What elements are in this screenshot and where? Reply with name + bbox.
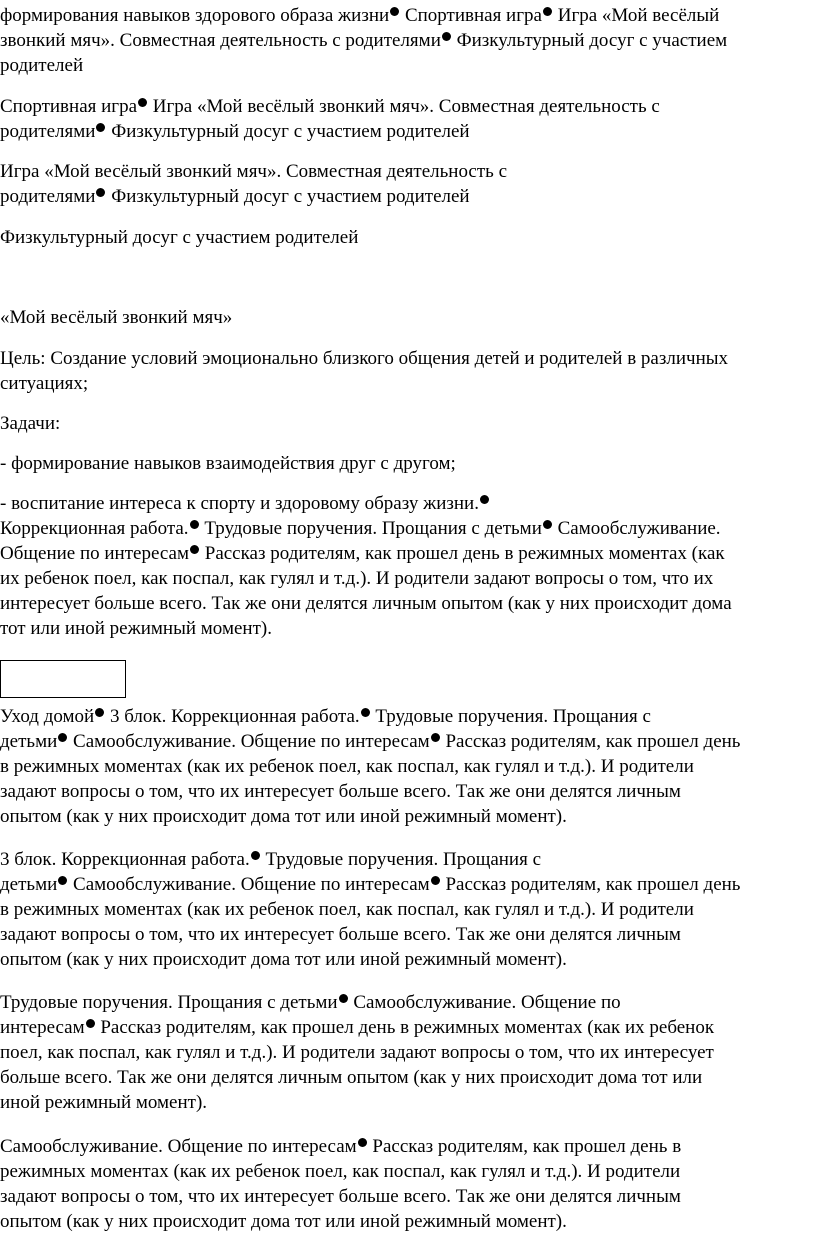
text-line: [0, 1015, 714, 1040]
paragraph-4: [0, 225, 358, 250]
bullet-icon: [442, 32, 451, 41]
text-run: Коррекционная работа.: [0, 518, 189, 539]
text-run: режимных моментах (как их ребенок поел, как поспал, как гулял и т.д.). И родители: [0, 1161, 681, 1182]
paragraph-heading-game: [0, 305, 232, 330]
text-line: [0, 804, 740, 829]
text-run: Спортивная игра: [0, 96, 138, 117]
text-line: [0, 872, 740, 897]
text-line: [0, 591, 732, 616]
text-run: тот или иной режимный момент).: [0, 618, 272, 639]
text-line: [0, 754, 740, 779]
paragraph-self-service: [0, 1134, 681, 1234]
text-run: Физкультурный досуг с участием родителей: [0, 227, 359, 248]
paragraph-1: [0, 3, 727, 78]
text-run: 3 блок. Коррекционная работа.: [0, 849, 250, 870]
paragraph-task-1: [0, 451, 456, 476]
paragraph-labor-duties: [0, 990, 714, 1115]
bullet-icon: [480, 495, 489, 504]
bullet-icon: [361, 708, 370, 717]
paragraph-2: [0, 94, 660, 144]
text-run: родителями: [0, 121, 96, 142]
text-line: [0, 28, 727, 53]
text-run: Общение по интересам: [0, 543, 189, 564]
text-line: [0, 159, 507, 184]
text-run: поел, как поспал, как гулял и т.д.). И родители задают вопросы о том, что их интересует: [0, 1042, 714, 1063]
text-run: Трудовые поручения. Прощания с: [260, 849, 542, 870]
text-run: их ребенок поел, как поспал, как гулял и т.д.). И родители задают вопросы о том, что их: [0, 568, 714, 589]
text-run: «Мой весёлый звонкий мяч»: [0, 307, 233, 328]
text-line: [0, 566, 732, 591]
bullet-icon: [543, 520, 552, 529]
text-run: Игра «Мой весёлый звонкий мяч». Совместная деятельность с: [148, 96, 660, 117]
text-line: [0, 541, 732, 566]
text-run: интересует больше всего. Так же они делятся личным опытом (как у них происходит дома: [0, 593, 732, 614]
bullet-icon: [190, 545, 199, 554]
text-line: [0, 411, 60, 436]
text-run: Трудовые поручения. Прощания с детьми: [0, 992, 338, 1013]
text-run: Рассказ родителям, как прошел день: [440, 731, 741, 752]
bullet-icon: [431, 876, 440, 885]
text-run: в режимных моментах (как их ребенок поел, как поспал, как гулял и т.д.). И родители: [0, 756, 694, 777]
text-run: Самообслуживание.: [552, 518, 721, 539]
bullet-icon: [431, 733, 440, 742]
bullet-icon: [86, 1019, 95, 1028]
text-run: формирования навыков здорового образа жизни: [0, 5, 390, 26]
text-run: Физкультурный досуг с участием: [451, 30, 728, 51]
text-line: [0, 616, 732, 641]
text-run: Физкультурный досуг с участием родителей: [106, 121, 470, 142]
text-run: Трудовые поручения. Прощания с детьми: [199, 518, 542, 539]
text-run: Трудовые поручения. Прощания с: [370, 706, 651, 727]
text-run: Рассказ родителям, как прошел день в: [367, 1136, 682, 1157]
text-run: детьми: [0, 874, 58, 895]
bullet-icon: [339, 994, 348, 1003]
text-line: [0, 704, 740, 729]
text-line: [0, 53, 727, 78]
text-line: [0, 1090, 714, 1115]
empty-frame: [0, 660, 126, 698]
text-run: больше всего. Так же они делятся личным опытом (как у них происходит дома тот или: [0, 1067, 703, 1088]
text-line: [0, 305, 232, 330]
text-run: в режимных моментах (как их ребенок поел, как поспал, как гулял и т.д.). И родители: [0, 899, 694, 920]
bullet-icon: [251, 851, 260, 860]
text-run: Задачи:: [0, 413, 61, 434]
bullet-icon: [390, 7, 399, 16]
text-run: - воспитание интереса к спорту и здоровому образу жизни.: [0, 493, 479, 514]
text-run: Самообслуживание. Общение по интересам: [0, 1136, 357, 1157]
text-line: [0, 779, 740, 804]
text-run: родителями: [0, 186, 96, 207]
paragraph-3: [0, 159, 507, 209]
text-run: Рассказ родителям, как прошел день в режимных моментах (как: [200, 543, 725, 564]
bullet-icon: [543, 7, 552, 16]
text-run: Физкультурный досуг с участием родителей: [106, 186, 470, 207]
text-run: Спортивная игра: [400, 5, 542, 26]
bullet-icon: [96, 123, 105, 132]
text-run: опытом (как у них происходит дома тот или иной режимный момент).: [0, 806, 567, 827]
text-run: звонкий мяч». Совместная деятельность с родителями: [0, 30, 441, 51]
text-run: 3 блок. Коррекционная работа.: [105, 706, 360, 727]
text-line: [0, 1134, 681, 1159]
text-line: [0, 516, 732, 541]
bullet-icon: [190, 520, 199, 529]
text-run: ситуациях;: [0, 373, 89, 394]
bullet-icon: [138, 98, 147, 107]
paragraph-goal: [0, 346, 728, 396]
text-run: опытом (как у них происходит дома тот или иной режимный момент).: [0, 1211, 567, 1232]
text-run: задают вопросы о том, что их интересует больше всего. Так же они делятся личным: [0, 781, 681, 802]
text-line: [0, 371, 728, 396]
text-line: [0, 94, 660, 119]
text-line: [0, 847, 740, 872]
text-run: задают вопросы о том, что их интересует больше всего. Так же они делятся личным: [0, 924, 681, 945]
paragraph-task-2: [0, 491, 732, 641]
text-run: Самообслуживание. Общение по интересам: [68, 874, 430, 895]
text-run: - формирование навыков взаимодействия друг с другом;: [0, 453, 456, 474]
text-line: [0, 1209, 681, 1234]
bullet-icon: [58, 876, 67, 885]
text-line: [0, 947, 740, 972]
bullet-icon: [96, 188, 105, 197]
text-line: [0, 346, 728, 371]
bullet-icon: [58, 733, 67, 742]
paragraph-tasks-heading: [0, 411, 60, 436]
text-line: [0, 729, 740, 754]
text-run: Уход домой: [0, 706, 95, 727]
text-run: Цель: Создание условий эмоционально близкого общения детей и родителей в различных: [0, 348, 729, 369]
text-run: Игра «Мой весёлый звонкий мяч». Совместная деятельность с: [0, 161, 508, 182]
text-run: родителей: [0, 55, 84, 76]
text-line: [0, 922, 740, 947]
text-line: [0, 225, 358, 250]
text-line: [0, 119, 660, 144]
text-line: [0, 3, 727, 28]
text-line: [0, 491, 732, 516]
text-line: [0, 1040, 714, 1065]
text-line: [0, 451, 456, 476]
text-run: интересам: [0, 1017, 85, 1038]
text-line: [0, 1159, 681, 1184]
text-run: Самообслуживание. Общение по интересам: [68, 731, 430, 752]
paragraph-block-3: [0, 847, 740, 972]
bullet-icon: [95, 708, 104, 717]
paragraph-leaving-home: [0, 704, 740, 829]
text-run: иной режимный момент).: [0, 1092, 208, 1113]
text-run: опытом (как у них происходит дома тот или иной режимный момент).: [0, 949, 567, 970]
text-run: задают вопросы о том, что их интересует больше всего. Так же они делятся личным: [0, 1186, 681, 1207]
text-run: детьми: [0, 731, 58, 752]
text-line: [0, 990, 714, 1015]
text-line: [0, 897, 740, 922]
text-run: Рассказ родителям, как прошел день: [440, 874, 741, 895]
text-line: [0, 1065, 714, 1090]
text-run: Игра «Мой весёлый: [552, 5, 720, 26]
text-line: [0, 184, 507, 209]
text-run: Рассказ родителям, как прошел день в режимных моментах (как их ребенок: [95, 1017, 715, 1038]
text-run: Самообслуживание. Общение по: [348, 992, 621, 1013]
text-line: [0, 1184, 681, 1209]
bullet-icon: [358, 1138, 367, 1147]
